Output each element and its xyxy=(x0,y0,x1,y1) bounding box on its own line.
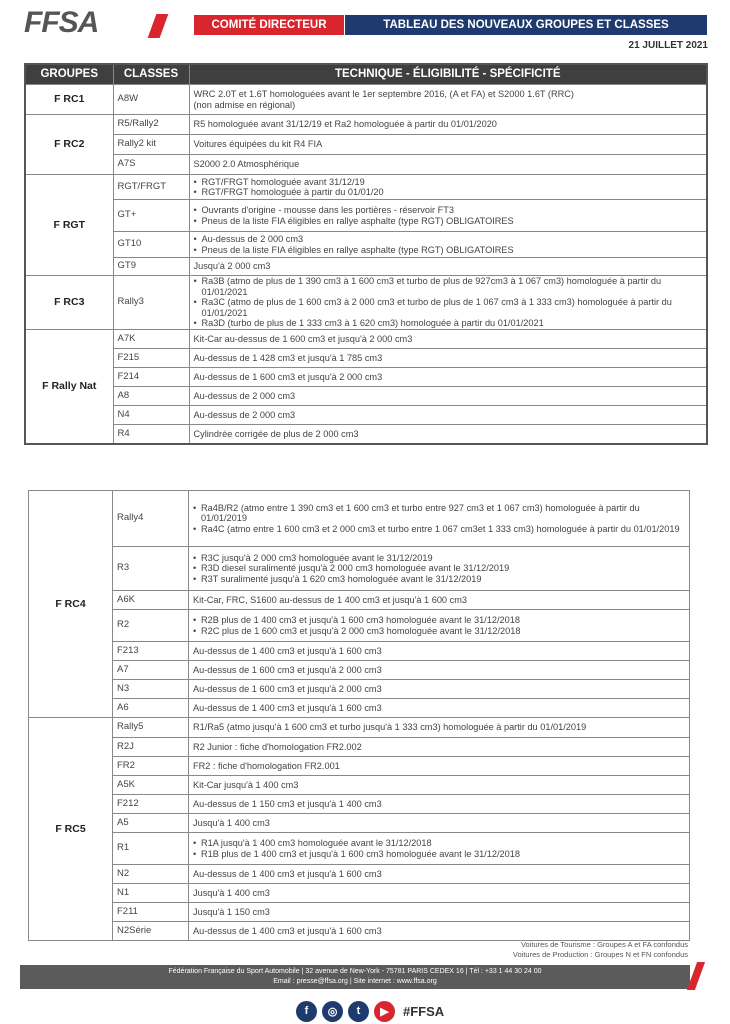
table-row xyxy=(25,85,707,115)
column-header-classes: CLASSES xyxy=(113,64,189,85)
description-bullet: • R3C jusqu'à 2 000 cm3 homologuée avant le 31/12/2019 xyxy=(193,553,685,564)
description-cell xyxy=(189,814,690,833)
footer-contact: Email : presse@ffsa.org | Site internet : www.ffsa.org xyxy=(273,978,437,985)
description-line: Au-dessus de 2 000 cm3 xyxy=(193,390,296,401)
table-row xyxy=(25,368,707,387)
group-cell-f-rc5: F RC5 xyxy=(29,718,113,941)
class-cell: R5/Rally2 xyxy=(113,115,189,135)
description-bullet: • R1B plus de 1 400 cm3 et jusqu'à 1 600 cm3 homologuée avant le 31/12/2018 xyxy=(193,849,685,860)
description-line: Jusqu'à 1 150 cm3 xyxy=(193,906,270,917)
description-bullet: • Ra3C (atmo de plus de 1 600 cm3 à 2 000 cm3 et turbo de plus de 1 067 cm3 à 1 333 cm3) homologuée à partir du 01/01/2021 xyxy=(194,297,703,318)
description-cell xyxy=(189,547,690,591)
description-cell xyxy=(189,757,690,776)
description-line: Kit-Car au-dessus de 1 600 cm3 et jusqu'à 2 000 cm3 xyxy=(193,333,413,344)
description-line: Jusqu'à 1 400 cm3 xyxy=(193,887,270,898)
description-bullet: • Pneus de la liste FIA éligibles en rallye asphalte (type RGT) OBLIGATOIRES xyxy=(194,216,703,227)
description-cell xyxy=(189,591,690,610)
description-cell xyxy=(189,661,690,680)
table-row xyxy=(29,795,690,814)
table-row xyxy=(29,884,690,903)
note-tourisme: Voitures de Tourisme : Groupes A et FA confondus xyxy=(520,940,688,949)
class-cell: FR2 xyxy=(113,757,189,776)
table-row xyxy=(29,491,690,547)
table-row xyxy=(29,591,690,610)
class-cell: GT+ xyxy=(113,200,189,232)
table-row xyxy=(25,258,707,276)
description-bullet: • Au-dessus de 2 000 cm3 xyxy=(194,234,703,245)
description-line: R5 homologuée avant 31/12/19 et Ra2 homologuée à partir du 01/01/2020 xyxy=(193,119,497,130)
notes xyxy=(513,940,688,960)
description-bullet: • R1A jusqu'à 1 400 cm3 homologuée avant le 31/12/2018 xyxy=(193,838,685,849)
description-cell xyxy=(189,776,690,795)
description-bullet: • RGT/FRGT homologuée à partir du 01/01/20 xyxy=(194,187,703,198)
social-links xyxy=(296,1000,444,1022)
table-row xyxy=(25,406,707,425)
table-header-row xyxy=(25,64,707,85)
table-row xyxy=(29,757,690,776)
description-line: Au-dessus de 1 400 cm3 et jusqu'à 1 600 cm3 xyxy=(193,925,382,936)
table-row xyxy=(29,833,690,865)
class-cell: RGT/FRGT xyxy=(113,175,189,200)
table-row xyxy=(25,232,707,258)
description-line: S2000 2.0 Atmosphérique xyxy=(193,159,300,170)
class-cell: Rally3 xyxy=(113,276,189,330)
description-bullet: • Ra3D (turbo de plus de 1 333 cm3 à 1 620 cm3) homologuée à partir du 01/01/2021 xyxy=(194,318,703,329)
class-cell: A8 xyxy=(113,387,189,406)
description-line: WRC 2.0T et 1.6T homologuées avant le 1er septembre 2016, (A et FA) et S2000 1.6T (RRC) xyxy=(193,89,574,99)
description-cell xyxy=(189,406,707,425)
facebook-icon[interactable]: f xyxy=(296,1001,317,1022)
description-line: Au-dessus de 1 600 cm3 et jusqu'à 2 000 cm3 xyxy=(193,371,383,382)
class-cell: F211 xyxy=(113,903,189,922)
table-row xyxy=(29,865,690,884)
class-cell: F212 xyxy=(113,795,189,814)
logo-text: FFSA xyxy=(24,6,99,39)
class-cell: A7S xyxy=(113,155,189,175)
description-cell xyxy=(189,833,690,865)
description-bullet: • Ra4C (atmo entre 1 600 cm3 et 2 000 cm3 et turbo entre 1 067 cm3et 1 333 cm3) homologuée à partir du 01/01/2019 xyxy=(193,524,685,535)
description-cell xyxy=(189,135,707,155)
description-cell xyxy=(189,258,707,276)
class-cell: A7 xyxy=(113,661,189,680)
description-cell xyxy=(189,642,690,661)
table-row xyxy=(25,425,707,444)
description-line: Au-dessus de 1 400 cm3 et jusqu'à 1 600 cm3 xyxy=(193,868,382,879)
description-line: (non admise en régional) xyxy=(193,99,296,110)
description-line: Cylindrée corrigée de plus de 2 000 cm3 xyxy=(193,428,359,439)
class-cell: A5 xyxy=(113,814,189,833)
class-cell: R2J xyxy=(113,738,189,757)
class-cell: F213 xyxy=(113,642,189,661)
class-cell: GT9 xyxy=(113,258,189,276)
description-line: Jusqu'à 2 000 cm3 xyxy=(193,261,271,272)
group-cell-f-rc4: F RC4 xyxy=(29,491,113,718)
table-row xyxy=(29,699,690,718)
description-cell xyxy=(189,699,690,718)
column-header-technique: TECHNIQUE - ÉLIGIBILITÉ - SPÉCIFICITÉ xyxy=(189,64,707,85)
description-cell xyxy=(189,200,707,232)
group-cell-f-rgt: F RGT xyxy=(25,175,113,276)
description-bullet: • R3D diesel suralimenté jusqu'à 2 000 cm3 homologuée avant le 31/12/2019 xyxy=(193,563,685,574)
document-date: 21 JUILLET 2021 xyxy=(628,40,708,51)
class-cell: Rally2 kit xyxy=(113,135,189,155)
group-cell-f-rc3: F RC3 xyxy=(25,276,113,330)
description-cell xyxy=(189,795,690,814)
class-cell: Rally4 xyxy=(113,491,189,547)
description-line: Au-dessus de 1 428 cm3 et jusqu'à 1 785 cm3 xyxy=(193,352,383,363)
class-cell: N1 xyxy=(113,884,189,903)
description-line: Au-dessus de 1 600 cm3 et jusqu'à 2 000 cm3 xyxy=(193,683,382,694)
description-bullet: • R2C plus de 1 600 cm3 et jusqu'à 2 000 cm3 homologuée avant le 31/12/2018 xyxy=(193,626,685,637)
description-cell xyxy=(189,85,707,115)
table-row xyxy=(25,330,707,349)
description-line: FR2 : fiche d'homologation FR2.001 xyxy=(193,760,340,771)
hashtag: #FFSA xyxy=(403,1003,445,1019)
twitter-icon[interactable]: t xyxy=(348,1001,369,1022)
description-cell xyxy=(189,175,707,200)
class-cell: F214 xyxy=(113,368,189,387)
table-row xyxy=(29,776,690,795)
description-cell xyxy=(189,349,707,368)
class-cell: R4 xyxy=(113,425,189,444)
description-cell xyxy=(189,610,690,642)
table-row xyxy=(25,387,707,406)
table-row xyxy=(29,642,690,661)
description-cell xyxy=(189,491,690,547)
description-bullet: • Ra4B/R2 (atmo entre 1 390 cm3 et 1 600 cm3 et turbo entre 927 cm3 et 1 067 cm3) homologuée à partir du 01/01/2019 xyxy=(193,503,685,524)
class-cell: R1 xyxy=(113,833,189,865)
description-line: Au-dessus de 1 400 cm3 et jusqu'à 1 600 cm3 xyxy=(193,702,382,713)
group-cell-f-rc1: F RC1 xyxy=(25,85,113,115)
description-cell xyxy=(189,330,707,349)
table-row xyxy=(25,115,707,135)
class-cell: A7K xyxy=(113,330,189,349)
table-row xyxy=(29,814,690,833)
description-cell xyxy=(189,680,690,699)
description-line: Kit-Car jusqu'à 1 400 cm3 xyxy=(193,779,299,790)
description-bullet: • RGT/FRGT homologuée avant 31/12/19 xyxy=(194,177,703,188)
description-line: R2 Junior : fiche d'homologation FR2.002 xyxy=(193,741,362,752)
table-row xyxy=(29,903,690,922)
description-cell xyxy=(189,922,690,941)
table-row xyxy=(25,175,707,200)
description-cell xyxy=(189,232,707,258)
description-bullet: • Ra3B (atmo de plus de 1 390 cm3 à 1 600 cm3 et turbo de plus de 927cm3 à 1 067 cm3) homologuée à partir du 01/01/2021 xyxy=(194,276,703,297)
description-cell xyxy=(189,387,707,406)
groups-table-bottom xyxy=(28,490,690,941)
table-row xyxy=(29,547,690,591)
footer-address: Fédération Française du Sport Automobile | 32 avenue de New-York - 75781 PARIS CEDEX 16 | Tél : +33 1 44 30 24 00 xyxy=(168,968,542,975)
group-cell-f-rc2: F RC2 xyxy=(25,115,113,175)
description-line: R1/Ra5 (atmo jusqu'à 1 600 cm3 et turbo jusqu'à 1 333 cm3) homologuée à partir du 01/01/2019 xyxy=(193,722,587,733)
group-cell-f-rally-nat: F Rally Nat xyxy=(25,330,113,444)
class-cell: N4 xyxy=(113,406,189,425)
class-cell: F215 xyxy=(113,349,189,368)
table-row xyxy=(29,610,690,642)
description-bullet: • R2B plus de 1 400 cm3 et jusqu'à 1 600 cm3 homologuée avant le 31/12/2018 xyxy=(193,615,685,626)
class-cell: A6 xyxy=(113,699,189,718)
description-bullet: • R3T suralimenté jusqu'à 1 620 cm3 homologuée avant le 31/12/2019 xyxy=(193,574,685,585)
description-cell xyxy=(189,903,690,922)
description-cell xyxy=(189,115,707,135)
class-cell: R3 xyxy=(113,547,189,591)
description-cell xyxy=(189,425,707,444)
table-row xyxy=(25,200,707,232)
description-line: Voitures équipées du kit R4 FIA xyxy=(193,139,323,150)
table-row xyxy=(29,718,690,738)
groups-table-top xyxy=(24,63,708,445)
description-line: Au-dessus de 1 400 cm3 et jusqu'à 1 600 cm3 xyxy=(193,645,382,656)
description-cell xyxy=(189,865,690,884)
description-line: Kit-Car, FRC, S1600 au-dessus de 1 400 cm3 et jusqu'à 1 600 cm3 xyxy=(193,594,467,605)
description-line: Au-dessus de 1 150 cm3 et jusqu'à 1 400 cm3 xyxy=(193,798,382,809)
footer-bar xyxy=(20,965,690,989)
table-row xyxy=(25,155,707,175)
class-cell: Rally5 xyxy=(113,718,189,738)
description-bullet: • Ouvrants d'origine - mousse dans les portières - réservoir FT3 xyxy=(194,205,703,216)
description-bullet: • Pneus de la liste FIA éligibles en rallye asphalte (type RGT) OBLIGATOIRES xyxy=(194,245,703,256)
table-row xyxy=(29,738,690,757)
description-line: Au-dessus de 2 000 cm3 xyxy=(193,409,296,420)
column-header-groupes: GROUPES xyxy=(25,64,113,85)
table-row xyxy=(29,922,690,941)
note-production: Voitures de Production : Groupes N et FN confondus xyxy=(512,950,688,959)
class-cell: A8W xyxy=(113,85,189,115)
class-cell: N2Série xyxy=(113,922,189,941)
description-cell xyxy=(189,368,707,387)
class-cell: R2 xyxy=(113,610,189,642)
header-committee-label: COMITÉ DIRECTEUR xyxy=(194,15,344,35)
header-title: TABLEAU DES NOUVEAUX GROUPES ET CLASSES xyxy=(345,15,707,35)
description-cell xyxy=(189,718,690,738)
table-row xyxy=(29,680,690,699)
ffsa-logo xyxy=(24,6,174,40)
class-cell: N3 xyxy=(113,680,189,699)
youtube-icon[interactable]: ▶ xyxy=(374,1001,395,1022)
class-cell: A6K xyxy=(113,591,189,610)
description-cell xyxy=(189,884,690,903)
table-row xyxy=(25,276,707,330)
class-cell: A5K xyxy=(113,776,189,795)
table-row xyxy=(25,135,707,155)
description-cell xyxy=(189,155,707,175)
description-cell xyxy=(189,276,707,330)
description-cell xyxy=(189,738,690,757)
instagram-icon[interactable]: ◎ xyxy=(322,1001,343,1022)
class-cell: N2 xyxy=(113,865,189,884)
class-cell: GT10 xyxy=(113,232,189,258)
logo-stripe xyxy=(148,14,169,38)
description-line: Jusqu'à 1 400 cm3 xyxy=(193,817,270,828)
table-row xyxy=(25,349,707,368)
table-row xyxy=(29,661,690,680)
description-line: Au-dessus de 1 600 cm3 et jusqu'à 2 000 cm3 xyxy=(193,664,382,675)
